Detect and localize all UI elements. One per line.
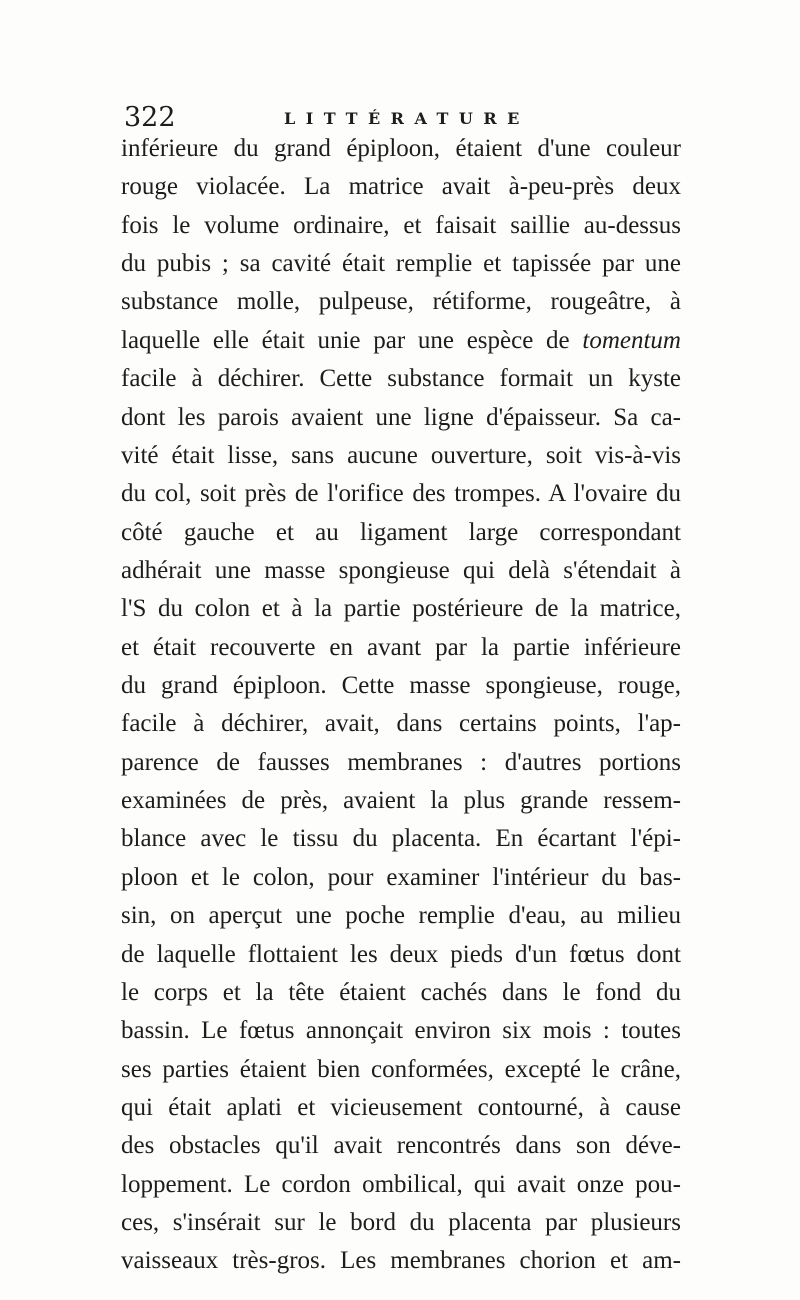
text-line: facile à déchirer, avait, dans certains points, l'ap- [121, 710, 681, 738]
text-line: bassin. Le fœtus annonçait environ six mois : toutes [121, 1017, 681, 1045]
text-line: inférieure du grand épiploon, étaient d'une couleur [121, 135, 681, 162]
text-line: côté gauche et au ligament large correspondant [121, 518, 681, 546]
running-title: LITTÉRATURE [284, 109, 530, 128]
text-line: rouge violacée. La matrice avait à-peu-près deux [121, 173, 681, 201]
text-line: examinées de près, avaient la plus grande ressem- [121, 787, 681, 815]
text-line: et était recouverte en avant par la partie inférieure [121, 633, 681, 661]
text-line-start: laquelle elle était unie par une espèce de [121, 326, 570, 354]
text-line: parence de fausses membranes : d'autres portions [121, 748, 681, 776]
text-line: substance molle, pulpeuse, rétiforme, rougeâtre, à [121, 288, 681, 316]
text-line: du pubis ; sa cavité était remplie et tapissée par une [121, 250, 681, 278]
text-line: l'S du colon et à la partie postérieure de la matrice, [121, 595, 681, 623]
text-line: fois le volume ordinaire, et faisait saillie au-dessus [121, 211, 681, 239]
page-number: 322 [124, 102, 176, 133]
text-line: blance avec le tissu du placenta. En écartant l'épi- [121, 825, 681, 853]
text-line: adhérait une masse spongieuse qui delà s'étendait à [121, 556, 681, 584]
text-line: sin, on aperçut une poche remplie d'eau, au milieu [121, 902, 681, 930]
text-line: qui était aplati et vicieusement contourné, à cause [121, 1093, 681, 1121]
text-line: ces, s'insérait sur le bord du placenta par plusieurs [121, 1209, 681, 1237]
text-line: dont les parois avaient une ligne d'épaisseur. Sa ca- [121, 403, 681, 431]
text-line: ses parties étaient bien conformées, excepté le crâne, [121, 1055, 681, 1083]
text-line: ploon et le colon, pour examiner l'intérieur du bas- [121, 863, 681, 891]
text-line: du grand épiploon. Cette masse spongieuse, rouge, [121, 672, 681, 700]
text-line: le corps et la tête étaient cachés dans le fond du [121, 978, 681, 1006]
text-line: loppement. Le cordon ombilical, qui avait onze pou- [121, 1170, 681, 1198]
text-line: de laquelle flottaient les deux pieds d'un fœtus dont [121, 940, 681, 968]
text-line-with-italic [121, 322, 681, 360]
text-line: vaisseaux très-gros. Les membranes chorion et am- [121, 1247, 681, 1275]
body-text [121, 130, 681, 1281]
italic-term: tomentum [582, 326, 681, 354]
text-line: du col, soit près de l'orifice des trompes. A l'ovaire du [121, 480, 681, 508]
text-line: vité était lisse, sans aucune ouverture, soit vis-à-vis [121, 441, 681, 469]
text-line: des obstacles qu'il avait rencontrés dans son déve- [121, 1132, 681, 1160]
text-line: facile à déchirer. Cette substance formait un kyste [121, 365, 681, 393]
